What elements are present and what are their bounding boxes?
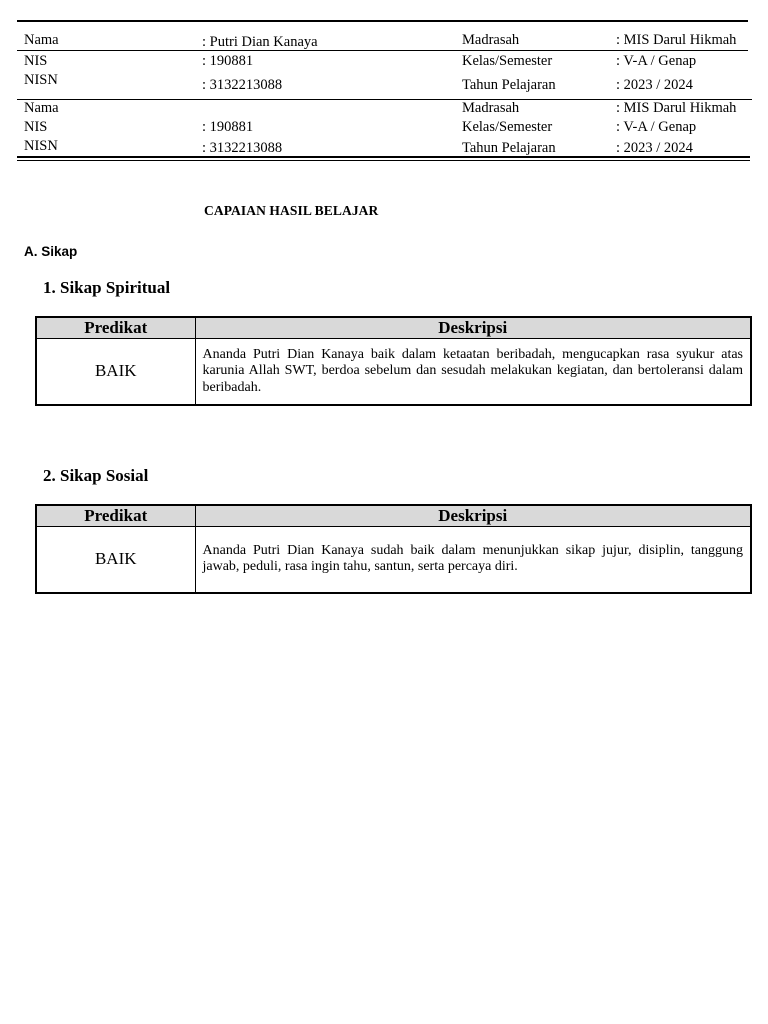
label-nama: Nama [24, 32, 59, 48]
label-nisn-2: NISN [24, 138, 58, 154]
sosial-predikat: BAIK [36, 527, 195, 593]
spiritual-table-row [36, 339, 751, 405]
label-nis-2: NIS [24, 119, 48, 135]
spiritual-heading: 1. Sikap Spiritual [43, 278, 171, 297]
label-nisn: NISN [24, 72, 58, 88]
value-kelas-semester: : V-A / Genap [616, 53, 697, 69]
label-madrasah: Madrasah [462, 32, 520, 48]
value-tahun-pelajaran-2: : 2023 / 2024 [616, 140, 693, 156]
label-kelas-semester: Kelas/Semester [462, 53, 553, 69]
value-nisn-2: : 3132213088 [202, 140, 283, 156]
value-madrasah: : MIS Darul Hikmah [616, 32, 737, 48]
value-nis-2: : 190881 [202, 119, 254, 135]
spiritual-table-header [36, 317, 751, 339]
label-nis: NIS [24, 53, 48, 69]
label-tahun-pelajaran-2: Tahun Pelajaran [462, 140, 556, 156]
value-nis: : 190881 [202, 53, 254, 69]
header-bottom-rule-2 [17, 160, 750, 161]
section-a-heading: A. Sikap [24, 244, 78, 259]
sosial-heading: 2. Sikap Sosial [43, 466, 149, 485]
sosial-table [35, 504, 752, 594]
value-tahun-pelajaran: : 2023 / 2024 [616, 77, 693, 93]
value-nama: : Putri Dian Kanaya [202, 34, 318, 50]
sosial-deskripsi: Ananda Putri Dian Kanaya sudah baik dalam menunjukkan sikap jujur, disiplin, tanggung jawab, peduli, rasa ingin tahu, santun, serta percaya diri. [195, 527, 751, 593]
label-kelas-semester-2: Kelas/Semester [462, 119, 553, 135]
value-nisn: : 3132213088 [202, 77, 283, 93]
value-kelas-semester-2: : V-A / Genap [616, 119, 697, 135]
spiritual-col-deskripsi: Deskripsi [195, 317, 751, 339]
header-top-rule [17, 20, 748, 22]
sosial-col-predikat: Predikat [36, 505, 195, 527]
header-rule-1 [17, 50, 748, 51]
label-nama-2: Nama [24, 100, 59, 116]
spiritual-deskripsi: Ananda Putri Dian Kanaya baik dalam ketaatan beribadah, mengucapkan rasa syukur atas karunia Allah SWT, berdoa sebelum dan sesudah melakukan kegiatan, dan bertoleransi dalam beribadah. [195, 339, 751, 405]
sosial-col-deskripsi: Deskripsi [195, 505, 751, 527]
label-tahun-pelajaran: Tahun Pelajaran [462, 77, 556, 93]
label-madrasah-2: Madrasah [462, 100, 520, 116]
sosial-table-row [36, 527, 751, 593]
spiritual-col-predikat: Predikat [36, 317, 195, 339]
document-title: CAPAIAN HASIL BELAJAR [204, 203, 379, 218]
spiritual-table [35, 316, 752, 406]
sosial-table-header [36, 505, 751, 527]
spiritual-predikat: BAIK [36, 339, 195, 405]
value-madrasah-2: : MIS Darul Hikmah [616, 100, 737, 116]
